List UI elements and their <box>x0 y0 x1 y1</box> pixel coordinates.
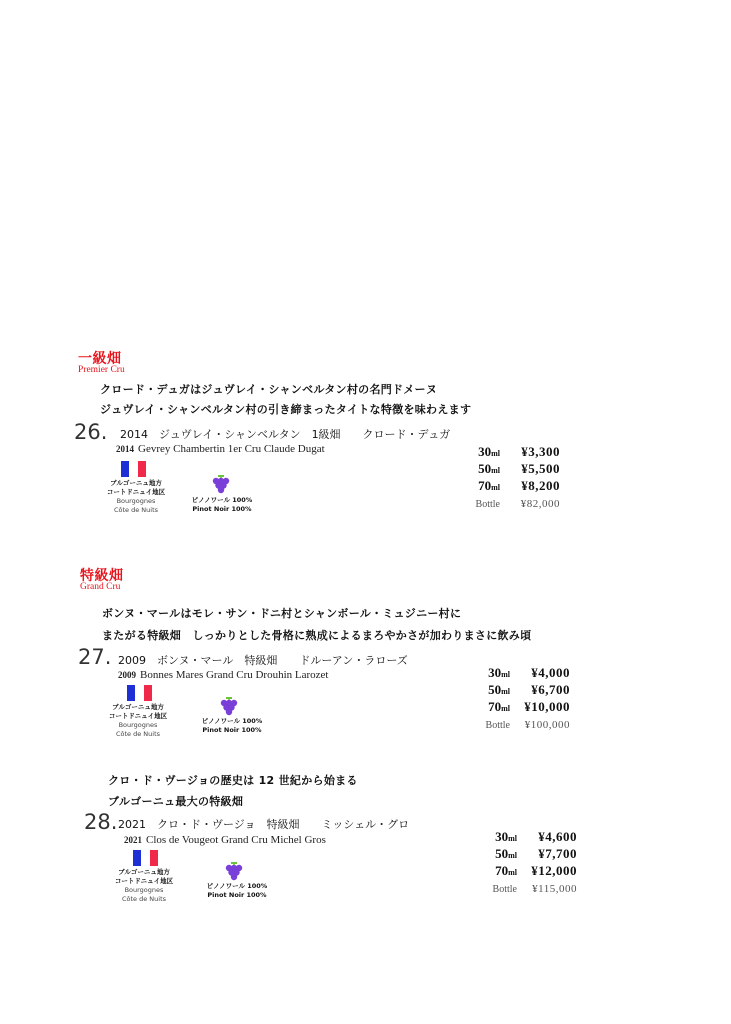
price-value: ¥6,700 <box>531 682 570 697</box>
wine-region <box>98 703 178 739</box>
section-title-premier-cru: 一級畑 <box>78 351 122 367</box>
price-value: ¥10,000 <box>524 699 570 714</box>
flag-white <box>129 461 137 477</box>
price-volume: 30ml <box>478 444 500 459</box>
region-en-2: Côte de Nuits <box>115 730 161 738</box>
price-volume: 50ml <box>495 846 517 861</box>
grape-icon <box>220 697 238 717</box>
price-volume: 70ml <box>478 478 500 493</box>
price-value: ¥7,700 <box>538 846 577 861</box>
grape-variety <box>197 882 277 900</box>
wine-year-en: 2021 <box>124 835 142 845</box>
flag-red <box>144 685 152 701</box>
bottle-label: Bottle <box>485 720 510 731</box>
price-value: ¥5,500 <box>521 461 560 476</box>
france-flag-icon <box>121 461 146 477</box>
wine-title-en <box>118 669 328 681</box>
region-jp-2: コートドニュイ地区 <box>114 877 174 885</box>
bottle-price-row <box>448 498 560 515</box>
wine-title-jp: 2021 クロ・ド・ヴージョ 特級畑 ミッシェル・グロ <box>118 818 410 831</box>
wine-description-line: ジュヴレイ・シャンベルタン村の引き締まったタイトな特徴を味わえます <box>100 403 472 416</box>
variety-jp: ピノノワール 100% <box>201 717 263 725</box>
grape-berry <box>231 874 237 880</box>
price-row <box>448 478 560 495</box>
wine-title-en <box>116 443 325 455</box>
price-volume: 30ml <box>488 665 510 680</box>
flag-white <box>135 685 143 701</box>
variety-en: Pinot Noir 100% <box>192 505 252 513</box>
grape-icon <box>212 475 230 495</box>
flag-red <box>138 461 146 477</box>
price-value: ¥4,600 <box>538 829 577 844</box>
price-value: ¥3,300 <box>521 444 560 459</box>
price-unit: ml <box>508 851 517 860</box>
wine-year-en: 2014 <box>116 444 134 454</box>
grape-variety <box>182 496 262 514</box>
bottle-label: Bottle <box>475 499 500 510</box>
price-volume: 50ml <box>478 461 500 476</box>
price-list <box>458 665 570 736</box>
bottle-price: ¥100,000 <box>524 719 570 731</box>
wine-name-en: Gevrey Chambertin 1er Cru Claude Dugat <box>138 443 325 455</box>
price-volume: 70ml <box>495 863 517 878</box>
price-volume: 70ml <box>488 699 510 714</box>
wine-region <box>96 479 176 515</box>
region-jp-1: ブルゴーニュ地方 <box>110 479 162 487</box>
price-volume: 50ml <box>488 682 510 697</box>
price-unit: ml <box>501 704 510 713</box>
wine-region <box>104 868 184 904</box>
region-en-1: Bourgognes <box>116 497 156 505</box>
wine-name-en: Clos de Vougeot Grand Cru Michel Gros <box>146 834 326 846</box>
region-jp-2: コートドニュイ地区 <box>106 488 166 496</box>
wine-name-en: Bonnes Mares Grand Cru Drouhin Larozet <box>140 669 329 681</box>
price-row <box>465 846 577 863</box>
bottle-price: ¥115,000 <box>532 883 577 895</box>
flag-blue <box>127 685 135 701</box>
price-row <box>458 665 570 682</box>
wine-number: 26. <box>74 420 108 444</box>
variety-jp: ピノノワール 100% <box>206 882 268 890</box>
region-en-1: Bourgognes <box>118 721 158 729</box>
price-unit: ml <box>491 449 500 458</box>
flag-blue <box>133 850 141 866</box>
price-row <box>448 461 560 478</box>
grape-icon <box>225 862 243 882</box>
variety-en: Pinot Noir 100% <box>202 726 262 734</box>
wine-description-line: クロ・ド・ヴージョの歴史は 12 世紀から始まる <box>108 774 358 787</box>
section-subtitle-grand-cru: Grand Cru <box>80 582 121 592</box>
wine-title-en <box>124 834 326 846</box>
wine-title-jp: 2009 ボンヌ・マール 特級畑 ドルーアン・ラローズ <box>118 654 408 667</box>
price-list <box>465 829 577 900</box>
wine-year-en: 2009 <box>118 670 136 680</box>
bottle-price-row <box>465 883 577 900</box>
wine-number: 28. <box>84 810 118 834</box>
region-en-2: Côte de Nuits <box>113 506 159 514</box>
wine-title-jp: 2014 ジュヴレイ・シャンベルタン 1級畑 クロード・デュガ <box>120 428 451 441</box>
wine-description-line: ボンヌ・マールはモレ・サン・ドニ村とシャンボール・ミュジニー村に <box>102 607 462 620</box>
price-row <box>448 444 560 461</box>
variety-en: Pinot Noir 100% <box>207 891 267 899</box>
france-flag-icon <box>133 850 158 866</box>
region-en-2: Côte de Nuits <box>121 895 167 903</box>
price-unit: ml <box>491 483 500 492</box>
variety-jp: ピノノワール 100% <box>191 496 253 504</box>
region-jp-1: ブルゴーニュ地方 <box>112 703 164 711</box>
price-value: ¥8,200 <box>521 478 560 493</box>
grape-variety <box>192 717 272 735</box>
price-value: ¥12,000 <box>531 863 577 878</box>
flag-white <box>141 850 149 866</box>
flag-blue <box>121 461 129 477</box>
price-volume: 30ml <box>495 829 517 844</box>
price-unit: ml <box>501 670 510 679</box>
bottle-label: Bottle <box>492 884 517 895</box>
wine-description-line: またがる特級畑 しっかりとした骨格に熟成によるまろやかさが加わりまさに飲み頃 <box>102 629 532 642</box>
price-unit: ml <box>491 466 500 475</box>
wine-description-line: ブルゴーニュ最大の特級畑 <box>108 795 244 808</box>
grape-berry <box>226 709 232 715</box>
price-list <box>448 444 560 515</box>
wine-description-line: クロード・デュガはジュヴレイ・シャンベルタン村の名門ドメーヌ <box>100 383 438 396</box>
france-flag-icon <box>127 685 152 701</box>
price-row <box>465 829 577 846</box>
price-row <box>458 682 570 699</box>
price-unit: ml <box>508 868 517 877</box>
flag-red <box>150 850 158 866</box>
bottle-price: ¥82,000 <box>520 498 560 510</box>
region-jp-2: コートドニュイ地区 <box>108 712 168 720</box>
price-value: ¥4,000 <box>531 665 570 680</box>
section-subtitle-premier-cru: Premier Cru <box>78 365 125 375</box>
bottle-price-row <box>458 719 570 736</box>
region-jp-1: ブルゴーニュ地方 <box>118 868 170 876</box>
price-unit: ml <box>508 834 517 843</box>
price-unit: ml <box>501 687 510 696</box>
region-en-1: Bourgognes <box>124 886 164 894</box>
wine-number: 27. <box>78 645 112 669</box>
price-row <box>465 863 577 880</box>
grape-berry <box>218 487 224 493</box>
section-title-grand-cru: 特級畑 <box>80 568 124 584</box>
price-row <box>458 699 570 716</box>
